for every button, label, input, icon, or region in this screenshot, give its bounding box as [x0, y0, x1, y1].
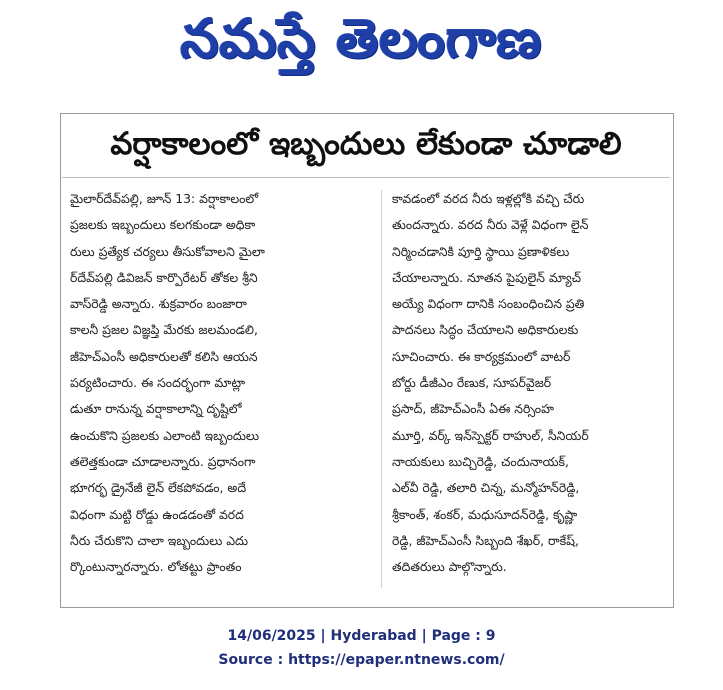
clipping-source-line: Source : https://epaper.ntnews.com/	[218, 652, 505, 668]
article-text-line: తలెత్తకుండా చూడాలన్నారు. ప్రధానంగా	[70, 453, 256, 469]
article-text-line: శ్రీకాంత్, శంకర్, మధుసూదన్‌రెడ్డి, కృష్ణా	[392, 506, 578, 522]
clipping-date-line: 14/06/2025 | Hyderabad | Page : 9	[227, 628, 496, 644]
article-text-line: డుతూ రానున్న వర్షాకాలాన్ని దృష్టిలో	[70, 401, 242, 417]
article-text-line: పర్యటించారు. ఈ సందర్భంగా మాట్లా	[70, 375, 245, 391]
article-text-line: కాలనీ ప్రజల విజ్ఞప్తి మేరకు జలమండలి,	[70, 322, 258, 338]
article-text-line: చేయాలన్నారు. నూతన పైపులైన్ మ్యాచ్	[392, 269, 582, 285]
article-text-line: పాదనలు సిద్ధం చేయాలని అధికారులకు	[392, 322, 579, 338]
article-text-line: నీరు చేరుకొని చాలా ఇబ్బందులు ఎదు	[70, 532, 249, 548]
article-text-line: భూగర్భ డ్రైనేజీ లైన్ లేకపోవడం, అదే	[70, 480, 247, 496]
masthead-logo	[0, 0, 723, 80]
article-text-line: ర్కొంటున్నారన్నారు. లోతట్టు ప్రాంతం	[70, 559, 242, 575]
headline-divider	[62, 177, 670, 178]
article-text-line: విధంగా మట్టి రోడ్డు ఉండడంతో వరద	[70, 506, 244, 522]
article-text-line: నిర్మించడానికి పూర్తి స్థాయి ప్రణాళికలు	[392, 243, 570, 259]
article-right-column	[392, 186, 690, 580]
article-text-line: ప్రజలకు ఇబ్బందులు కలగకుండా అధికా	[70, 217, 256, 233]
article-text-line: ర్‌దేవ్‌పల్లి డివిజన్ కార్పొరేటర్ తోకల శ్రీని	[70, 269, 258, 285]
article-text-line: రులు ప్రత్యేక చర్యలు తీసుకోవాలని మైలా	[70, 243, 265, 259]
article-headline: వర్షాకాలంలో ఇబ్బందులు లేకుండా చూడాలి	[110, 126, 622, 162]
article-text-line: మైలార్‌దేవ్‌పల్లి, జూన్ 13: వర్షాకాలంలో	[70, 191, 259, 206]
newspaper-title: నమస్తే తెలంగాణ	[180, 7, 543, 70]
article-text-line: ఉంచుకొని ప్రజలకు ఎలాంటి ఇబ్బందులు	[70, 427, 260, 443]
article-text-line: అయ్యే విధంగా దానికి సంబంధించిన ప్రతి	[392, 296, 585, 312]
article-text-line: ఎల్‌వీ రెడ్డి, తలారి చిన్న, మన్మోహన్‌రెడ్డి,	[392, 480, 580, 496]
article-text-line: కావడంలో వరద నీరు ఇళ్లల్లోకి వచ్చి చేరు	[392, 191, 585, 206]
article-text-line: వాస్‌రెడ్డి అన్నారు. శుక్రవారం బంజారా	[70, 296, 247, 312]
article-text-line: తుందన్నారు. వరద నీరు వెళ్లే విధంగా లైన్	[392, 217, 589, 233]
article-text-line: నాయకులు బుచ్చిరెడ్డి, చందునాయక్,	[392, 453, 569, 469]
article-text-line: బోర్డు డీజీఎం రేణుక, సూపర్‌వైజర్	[392, 375, 552, 391]
article-left-column	[70, 186, 368, 580]
column-divider	[381, 190, 382, 588]
article-text-line: తదితరులు పాల్గొన్నారు.	[392, 559, 507, 575]
article-text-line: ప్రసాద్, జీహెచ్‌ఎంసీ ఏఈ నర్సింహ	[392, 401, 554, 417]
article-text-line: రెడ్డి, జీహెచ్‌ఎంసీ సిబ్బంది శేఖర్, రాకేష్,	[392, 532, 579, 548]
article-text-line: సూచించారు. ఈ కార్యక్రమంలో వాటర్	[392, 348, 571, 364]
article-text-line: మూర్తి, వర్క్ ఇన్‌స్పెక్టర్ రాహుల్, సీనియర్	[392, 427, 589, 443]
article-text-line: జీహెచ్‌ఎంసీ అధికారులతో కలిసి ఆయన	[70, 348, 258, 364]
